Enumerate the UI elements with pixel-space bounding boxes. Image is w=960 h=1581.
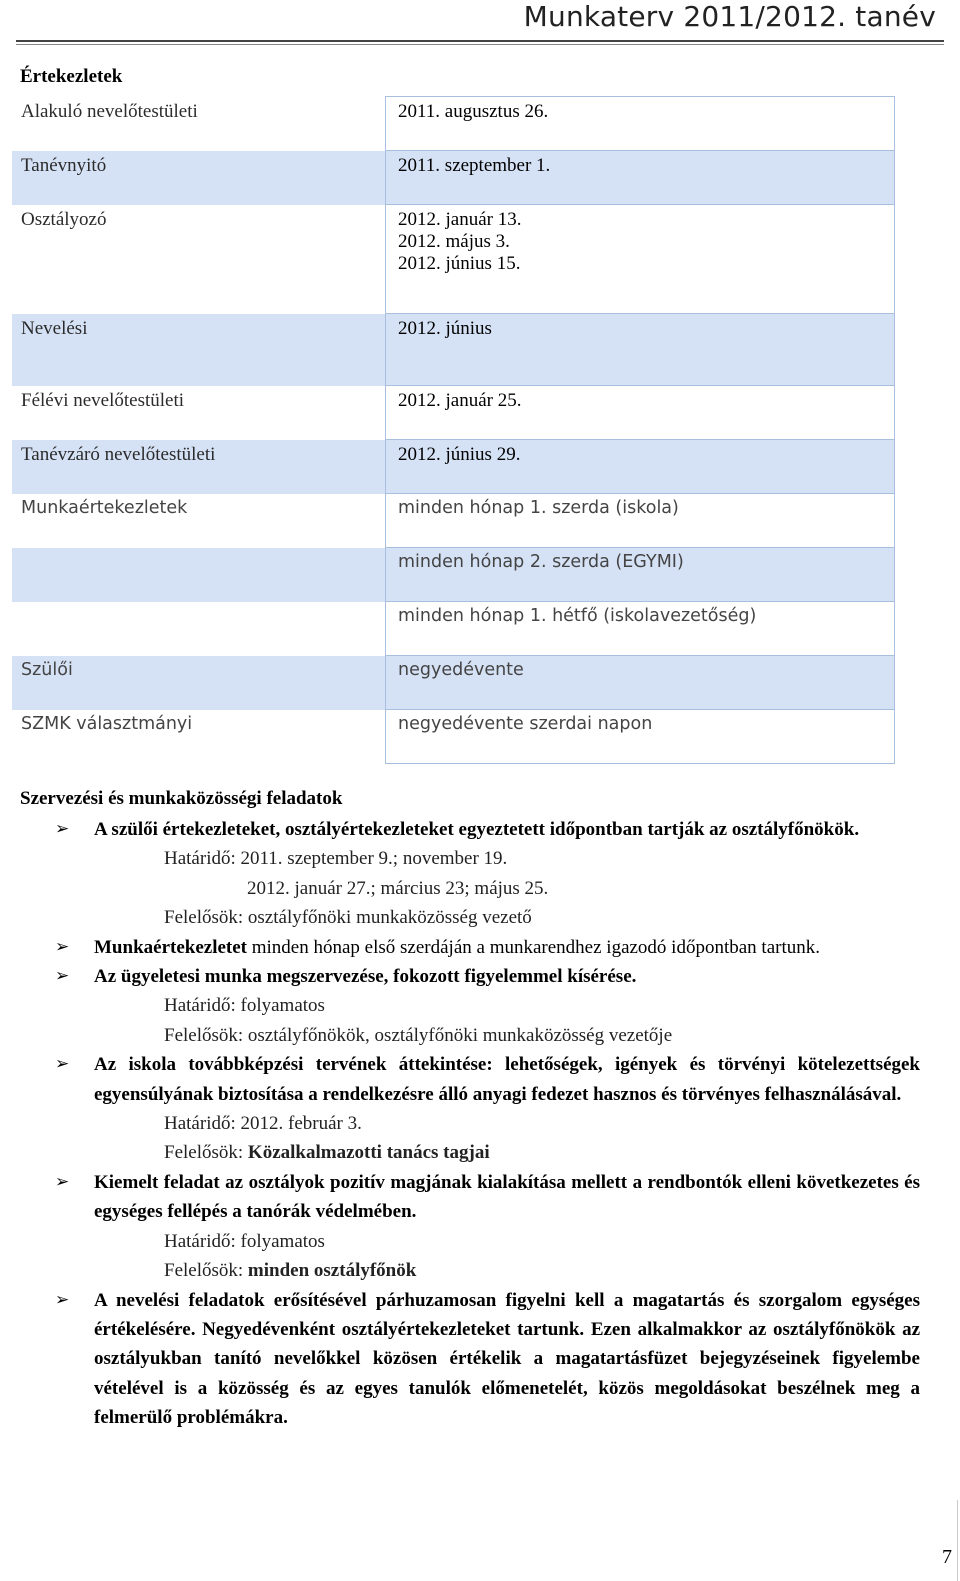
meeting-name bbox=[12, 602, 386, 656]
meeting-row bbox=[12, 205, 895, 314]
meeting-row bbox=[12, 548, 895, 602]
task-item bbox=[20, 933, 920, 962]
meeting-date: 2011. szeptember 1. bbox=[386, 151, 895, 205]
meeting-row bbox=[12, 710, 895, 764]
header-rule-thin bbox=[16, 44, 944, 45]
meeting-row bbox=[12, 97, 895, 151]
arrow-bullet-icon: ➢ bbox=[55, 819, 70, 839]
task-responsible bbox=[20, 1138, 920, 1167]
meeting-dates-cell bbox=[386, 205, 895, 314]
arrow-bullet-icon: ➢ bbox=[55, 1289, 70, 1310]
meeting-date: negyedévente bbox=[386, 656, 895, 710]
meeting-date: 2012. január 13. bbox=[398, 209, 522, 230]
task-deadline: Határidő: folyamatos bbox=[164, 995, 325, 1017]
arrow-bullet-icon: ➢ bbox=[55, 966, 70, 987]
header-rule bbox=[16, 40, 944, 42]
task-responsible bbox=[20, 1256, 920, 1285]
meeting-date: negyedévente szerdai napon bbox=[386, 710, 895, 764]
arrow-bullet-icon: ➢ bbox=[55, 936, 70, 957]
task-text: Az ügyeletesi munka megszervezése, fokozott figyelemmel kísérése. bbox=[94, 966, 637, 988]
meetings-table bbox=[12, 96, 895, 764]
page-edge-rule bbox=[957, 1500, 958, 1581]
meeting-name: Munkaértekezletek bbox=[21, 497, 188, 518]
arrow-bullet-icon: ➢ bbox=[55, 1171, 70, 1192]
meeting-row bbox=[12, 386, 895, 440]
meeting-row bbox=[12, 602, 895, 656]
task-text: Kiemelt feladat az osztályok pozitív magjának kialakítása mellett a rendbontók elleni következetes és egységes fellépés a tanórák védelmében. bbox=[94, 1171, 920, 1223]
meeting-date: 2012. június 15. bbox=[398, 253, 521, 274]
meeting-name: Félévi nevelőtestületi bbox=[21, 389, 185, 411]
meetings-section-title: Értekezletek bbox=[20, 66, 123, 87]
task-item bbox=[20, 815, 920, 844]
task-item bbox=[20, 1286, 920, 1433]
task-text-bold: Munkaértekezletet bbox=[94, 936, 247, 958]
responsible-label: Felelősök: bbox=[164, 1142, 248, 1164]
tasks-list bbox=[20, 815, 920, 1433]
task-text bbox=[94, 933, 920, 962]
task-item bbox=[20, 1050, 920, 1109]
document-header-title: Munkaterv 2011/2012. tanév bbox=[523, 0, 936, 33]
meeting-name: Osztályozó bbox=[21, 208, 107, 230]
meeting-name: Nevelési bbox=[12, 314, 386, 386]
meeting-name bbox=[12, 548, 386, 602]
meeting-row bbox=[12, 314, 895, 386]
arrow-bullet-icon: ➢ bbox=[55, 1054, 70, 1075]
meeting-name: Tanévzáró nevelőtestületi bbox=[12, 440, 386, 494]
task-responsible: Felelősök: osztályfőnöki munkaközösség vezető bbox=[164, 907, 532, 929]
meeting-date: minden hónap 2. szerda (EGYMI) bbox=[386, 548, 895, 602]
meeting-name: Szülői bbox=[12, 656, 386, 710]
meeting-date: 2012. június 29. bbox=[386, 440, 895, 494]
meeting-date: minden hónap 1. szerda (iskola) bbox=[386, 494, 895, 548]
meeting-date: 2012. január 25. bbox=[386, 386, 895, 440]
meeting-date: minden hónap 1. hétfő (iskolavezetőség) bbox=[386, 602, 895, 656]
page-number: 7 bbox=[942, 1546, 952, 1568]
responsible-value: Közalkalmazotti tanács tagjai bbox=[247, 1142, 490, 1164]
meeting-date: 2012. május 3. bbox=[398, 231, 510, 252]
task-responsible: Felelősök: osztályfőnökök, osztályfőnöki munkaközösség vezetője bbox=[164, 1024, 673, 1046]
task-deadline: Határidő: 2012. február 3. bbox=[164, 1113, 362, 1135]
task-deadline: Határidő: 2011. szeptember 9.; november 19. bbox=[164, 848, 508, 870]
task-deadline-continued: 2012. január 27.; március 23; május 25. bbox=[247, 877, 549, 899]
task-item bbox=[20, 962, 920, 991]
task-item bbox=[20, 1168, 920, 1227]
tasks-section-title: Szervezési és munkaközösségi feladatok bbox=[20, 788, 343, 809]
meeting-row bbox=[12, 656, 895, 710]
meeting-name: Tanévnyitó bbox=[12, 151, 386, 205]
meeting-row bbox=[12, 494, 895, 548]
meeting-date: 2011. augusztus 26. bbox=[386, 97, 895, 151]
responsible-label: Felelősök: bbox=[164, 1260, 248, 1282]
responsible-value: minden osztályfőnök bbox=[247, 1260, 417, 1282]
meeting-date: 2012. június bbox=[386, 314, 895, 386]
meeting-row bbox=[12, 151, 895, 205]
task-text-rest: minden hónap első szerdáján a munkarendhez igazodó időpontban tartunk. bbox=[247, 936, 820, 958]
meeting-name: SZMK választmányi bbox=[21, 713, 193, 734]
meeting-name: Alakuló nevelőtestületi bbox=[21, 100, 198, 122]
task-deadline: Határidő: folyamatos bbox=[164, 1230, 325, 1252]
task-text: Az iskola továbbképzési tervének áttekintése: lehetőségek, igények és törvényi kötelezettségek egyensúlyának biztosítása a rendelkezésre álló anyagi fedezet hasznos és törvényes felhasználásával. bbox=[94, 1054, 920, 1105]
meeting-row bbox=[12, 440, 895, 494]
task-text: A nevelési feladatok erősítésével párhuzamosan figyelni kell a magatartás és szorgalom egységes értékelésére. Negyedévenként osztályértekezleteket tartunk. Ezen alkalmakkor az osztályfőnökök az osztályukban tanító nevelőkkel közösen értékelik a magatartásfüzet bejegyzéseinek figyelembe vételével is a közösség és az egyes tanulók előmenetelét, közös megoldásokat beszélnek meg a felmerülő problémákra. bbox=[94, 1289, 920, 1429]
task-text: A szülői értekezleteket, osztályértekezleteket egyeztetett időpontban tartják az osztályfőnökök. bbox=[94, 819, 860, 840]
